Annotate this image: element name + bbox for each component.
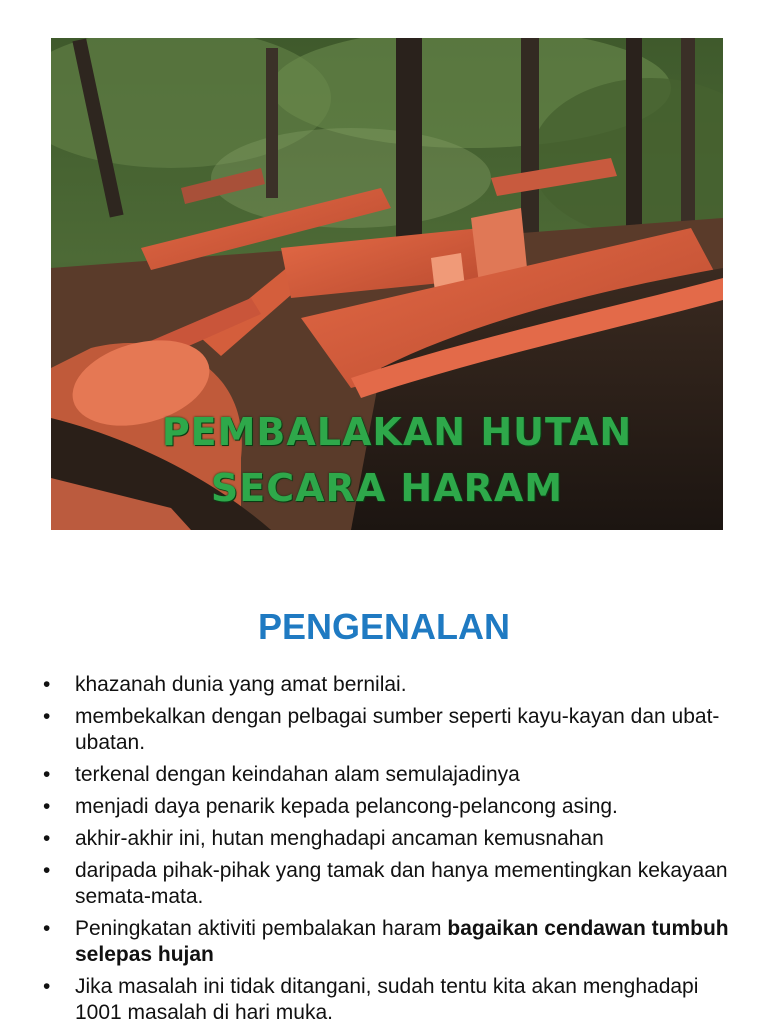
section-heading: PENGENALAN	[257, 606, 511, 647]
bullet-item	[40, 974, 740, 1024]
photo-title-line1: PEMBALAKAN HUTAN	[161, 410, 633, 454]
bullet-dot: •	[43, 673, 51, 696]
bullet-dot: •	[43, 705, 51, 728]
bullet-dot: •	[43, 827, 51, 850]
bullet-item	[40, 672, 740, 698]
bullet-text: Jika masalah ini tidak ditangani, sudah tentu kita akan menghadapi 1001 masalah di hari muka.	[75, 975, 699, 1024]
bullet-text: khazanah dunia yang amat bernilai.	[75, 673, 407, 696]
bullet-text: terkenal dengan keindahan alam semulajadinya	[75, 763, 520, 786]
logging-forest-photo	[51, 38, 723, 530]
bullet-item	[40, 826, 740, 852]
photo-title-line2: SECARA HARAM	[210, 466, 564, 510]
bullet-item	[40, 794, 740, 820]
bullet-dot: •	[43, 859, 51, 882]
bullet-text: daripada pihak-pihak yang tamak dan hanya mementingkan kekayaan semata-mata.	[75, 859, 728, 908]
bullet-dot: •	[43, 975, 51, 998]
photo-illustration	[51, 38, 723, 530]
bullet-item	[40, 916, 740, 968]
bullet-item	[40, 762, 740, 788]
bullet-text: menjadi daya penarik kepada pelancong-pelancong asing.	[75, 795, 618, 818]
bullet-dot: •	[43, 917, 51, 940]
bullet-text: akhir-akhir ini, hutan menghadapi ancaman kemusnahan	[75, 827, 604, 850]
bullet-bold-text: bagaikan cendawan tumbuh selepas hujan	[75, 917, 729, 966]
bullet-item	[40, 858, 740, 910]
bullet-dot: •	[43, 795, 51, 818]
bullet-text: membekalkan dengan pelbagai sumber seperti kayu-kayan dan ubat-ubatan.	[75, 705, 720, 754]
bullet-text: Peningkatan aktiviti pembalakan haram	[75, 917, 448, 940]
bullet-dot: •	[43, 763, 51, 786]
bullet-list	[40, 672, 740, 1024]
bullet-item	[40, 704, 740, 756]
